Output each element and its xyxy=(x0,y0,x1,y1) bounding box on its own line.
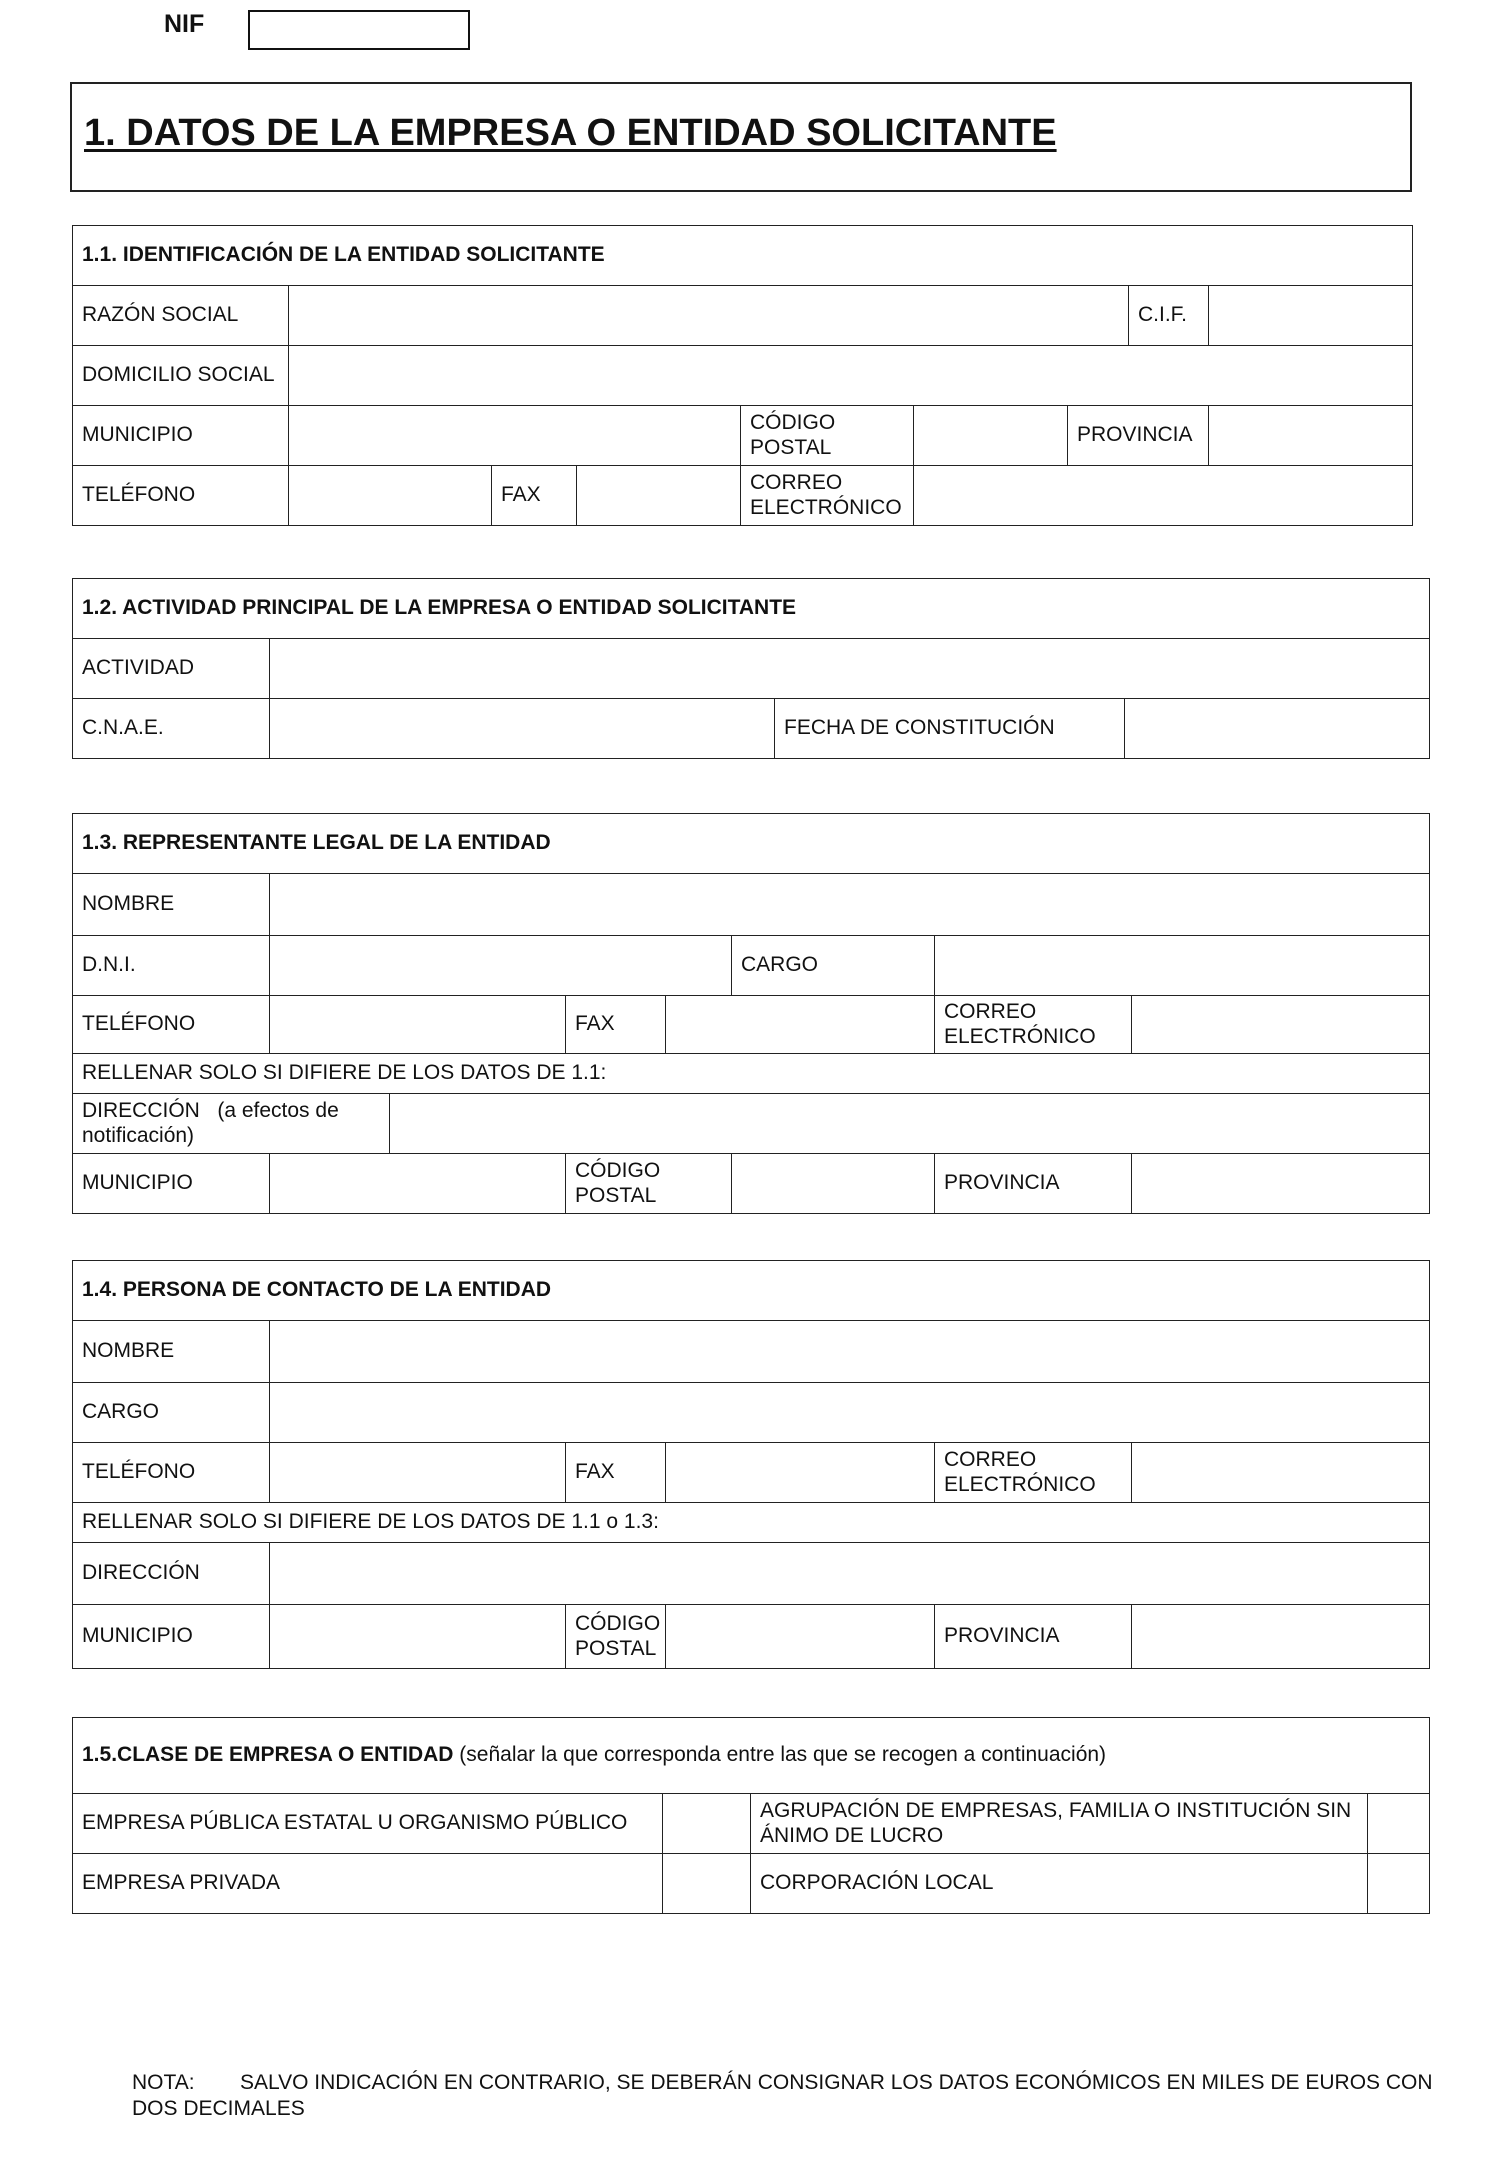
section-1-5-header-note: (señalar la que corresponda entre las que se recogen a continuación) xyxy=(459,1743,1107,1767)
telefono-input[interactable] xyxy=(289,466,492,526)
nombre-input[interactable] xyxy=(270,874,1430,936)
section-1-2-header: 1.2. ACTIVIDAD PRINCIPAL DE LA EMPRESA O ENTIDAD SOLICITANTE xyxy=(73,579,1430,639)
rellenar-note: RELLENAR SOLO SI DIFIERE DE LOS DATOS DE 1.1 o 1.3: xyxy=(73,1503,1430,1543)
option-empresa-privada-checkbox[interactable] xyxy=(663,1854,751,1914)
section-title-box xyxy=(70,82,1412,192)
provincia-label: PROVINCIA xyxy=(935,1605,1132,1669)
cargo-label: CARGO xyxy=(73,1383,270,1443)
domicilio-social-input[interactable] xyxy=(289,346,1413,406)
codigo-postal-label: CÓDIGO POSTAL xyxy=(566,1154,732,1214)
nombre-input[interactable] xyxy=(270,1321,1430,1383)
municipio-input[interactable] xyxy=(289,406,741,466)
cif-label: C.I.F. xyxy=(1129,286,1209,346)
cargo-label: CARGO xyxy=(732,936,935,996)
option-corporacion-local-label: CORPORACIÓN LOCAL xyxy=(751,1854,1368,1914)
municipio-input[interactable] xyxy=(270,1154,566,1214)
actividad-input[interactable] xyxy=(270,639,1430,699)
codigo-postal-label: CÓDIGO POSTAL xyxy=(741,406,914,466)
direccion-input[interactable] xyxy=(390,1094,1430,1154)
footer-note-label: NOTA: xyxy=(132,2071,195,2094)
dni-input[interactable] xyxy=(270,936,732,996)
fecha-constitucion-input[interactable] xyxy=(1125,699,1430,759)
correo-input[interactable] xyxy=(1132,1443,1430,1503)
footer-note-text: SALVO INDICACIÓN EN CONTRARIO, SE DEBERÁN CONSIGNAR LOS DATOS ECONÓMICOS EN MILES DE EUROS CON DOS DECIMALES xyxy=(132,2071,1433,2121)
option-empresa-publica-checkbox[interactable] xyxy=(663,1794,751,1854)
municipio-input[interactable] xyxy=(270,1605,566,1669)
option-agrupacion-checkbox[interactable] xyxy=(1368,1794,1430,1854)
telefono-label: TELÉFONO xyxy=(73,1443,270,1503)
domicilio-social-label: DOMICILIO SOCIAL xyxy=(73,346,289,406)
codigo-postal-input[interactable] xyxy=(666,1605,935,1669)
codigo-postal-input[interactable] xyxy=(732,1154,935,1214)
page-title: 1. DATOS DE LA EMPRESA O ENTIDAD SOLICITANTE xyxy=(84,112,1057,154)
section-1-4-table xyxy=(72,1260,1430,1669)
fax-input[interactable] xyxy=(577,466,741,526)
section-1-2-table xyxy=(72,578,1430,759)
provincia-label: PROVINCIA xyxy=(935,1154,1132,1214)
razon-social-input[interactable] xyxy=(289,286,1129,346)
municipio-label: MUNICIPIO xyxy=(73,1154,270,1214)
rellenar-note: RELLENAR SOLO SI DIFIERE DE LOS DATOS DE 1.1: xyxy=(73,1054,1430,1094)
option-empresa-publica-label: EMPRESA PÚBLICA ESTATAL U ORGANISMO PÚBLICO xyxy=(73,1794,663,1854)
municipio-label: MUNICIPIO xyxy=(73,1605,270,1669)
section-1-3-header: 1.3. REPRESENTANTE LEGAL DE LA ENTIDAD xyxy=(73,814,1430,874)
razon-social-label: RAZÓN SOCIAL xyxy=(73,286,289,346)
correo-input[interactable] xyxy=(1132,996,1430,1054)
telefono-input[interactable] xyxy=(270,996,566,1054)
codigo-postal-input[interactable] xyxy=(914,406,1068,466)
telefono-label: TELÉFONO xyxy=(73,466,289,526)
section-1-4-header: 1.4. PERSONA DE CONTACTO DE LA ENTIDAD xyxy=(73,1261,1430,1321)
option-agrupacion-label: AGRUPACIÓN DE EMPRESAS, FAMILIA O INSTITUCIÓN SIN ÁNIMO DE LUCRO xyxy=(751,1794,1368,1854)
telefono-input[interactable] xyxy=(270,1443,566,1503)
fecha-constitucion-label: FECHA DE CONSTITUCIÓN xyxy=(775,699,1125,759)
actividad-label: ACTIVIDAD xyxy=(73,639,270,699)
nombre-label: NOMBRE xyxy=(73,874,270,936)
provincia-label: PROVINCIA xyxy=(1068,406,1209,466)
section-1-3-table xyxy=(72,813,1430,1214)
section-1-5-header xyxy=(73,1718,1430,1794)
fax-label: FAX xyxy=(492,466,577,526)
footer-note xyxy=(132,2070,1472,2123)
direccion-label: DIRECCIÓN xyxy=(73,1543,270,1605)
cargo-input[interactable] xyxy=(935,936,1430,996)
provincia-input[interactable] xyxy=(1209,406,1413,466)
codigo-postal-label: CÓDIGO POSTAL xyxy=(566,1605,666,1669)
nombre-label: NOMBRE xyxy=(73,1321,270,1383)
provincia-input[interactable] xyxy=(1132,1154,1430,1214)
cargo-input[interactable] xyxy=(270,1383,1430,1443)
direccion-label: DIRECCIÓN (a efectos de notificación) xyxy=(73,1094,390,1154)
fax-input[interactable] xyxy=(666,996,935,1054)
fax-label: FAX xyxy=(566,996,666,1054)
correo-input[interactable] xyxy=(914,466,1413,526)
dni-label: D.N.I. xyxy=(73,936,270,996)
section-1-1-table xyxy=(72,225,1413,526)
section-1-1-header: 1.1. IDENTIFICACIÓN DE LA ENTIDAD SOLICITANTE xyxy=(73,226,1413,286)
correo-label: CORREO ELECTRÓNICO xyxy=(935,1443,1132,1503)
nif-input[interactable] xyxy=(248,10,470,50)
fax-label: FAX xyxy=(566,1443,666,1503)
section-1-5-header-title: 1.5.CLASE DE EMPRESA O ENTIDAD xyxy=(82,1743,454,1767)
correo-label: CORREO ELECTRÓNICO xyxy=(741,466,914,526)
direccion-input[interactable] xyxy=(270,1543,1430,1605)
cnae-input[interactable] xyxy=(270,699,775,759)
correo-label: CORREO ELECTRÓNICO xyxy=(935,996,1132,1054)
municipio-label: MUNICIPIO xyxy=(73,406,289,466)
provincia-input[interactable] xyxy=(1132,1605,1430,1669)
option-empresa-privada-label: EMPRESA PRIVADA xyxy=(73,1854,663,1914)
cif-input[interactable] xyxy=(1209,286,1413,346)
nif-label: NIF xyxy=(164,10,205,38)
fax-input[interactable] xyxy=(666,1443,935,1503)
section-1-5-table xyxy=(72,1717,1430,1914)
option-corporacion-local-checkbox[interactable] xyxy=(1368,1854,1430,1914)
telefono-label: TELÉFONO xyxy=(73,996,270,1054)
cnae-label: C.N.A.E. xyxy=(73,699,270,759)
